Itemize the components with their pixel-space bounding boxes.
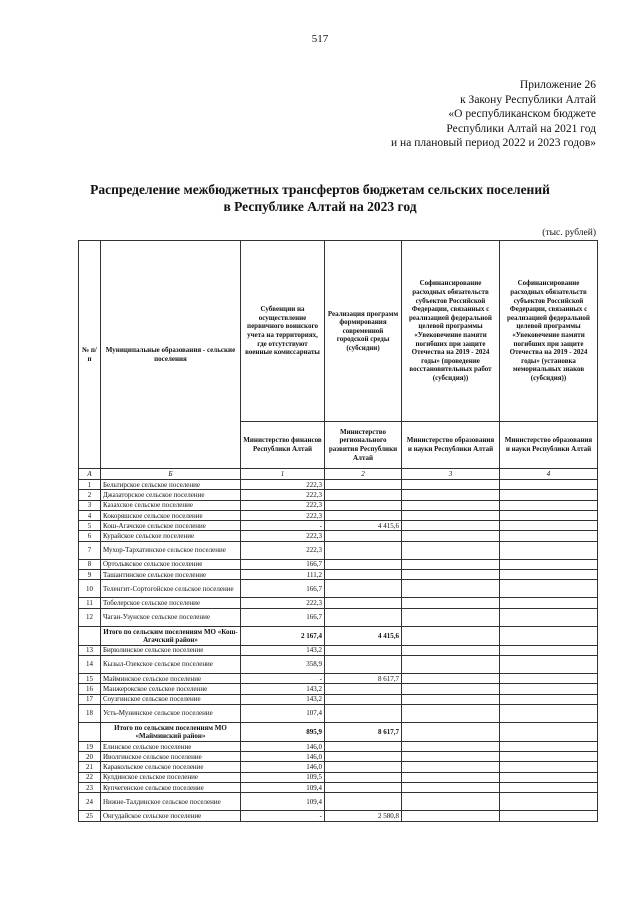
row-number: 4 <box>79 510 101 520</box>
value-col3 <box>402 722 500 741</box>
value-col2 <box>325 655 402 673</box>
row-number: 9 <box>79 570 101 580</box>
settlement-name: Майминское сельское поселение <box>101 673 241 683</box>
table-row <box>79 570 598 580</box>
settlement-name: Манжерокское сельское поселение <box>101 684 241 694</box>
appendix-line: «О республиканском бюджете <box>448 108 596 120</box>
table-row <box>79 793 598 811</box>
value-col1: 146,0 <box>241 741 325 751</box>
settlement-name: Кызыл-Озекское сельское поселение <box>101 655 241 673</box>
value-col4 <box>500 541 598 559</box>
value-col2 <box>325 793 402 811</box>
table-row <box>79 673 598 683</box>
value-col4 <box>500 741 598 751</box>
settlement-name: Тобелерское сельское поселение <box>101 598 241 608</box>
value-col3 <box>402 580 500 598</box>
value-col1: 222,3 <box>241 541 325 559</box>
value-col3 <box>402 684 500 694</box>
value-col2 <box>325 741 402 751</box>
value-col4 <box>500 598 598 608</box>
settlement-name: Каракольское сельское поселение <box>101 762 241 772</box>
table-row <box>79 655 598 673</box>
value-col3 <box>402 655 500 673</box>
value-col4 <box>500 694 598 704</box>
table-row <box>79 772 598 782</box>
document-title <box>40 181 600 215</box>
value-col3 <box>402 694 500 704</box>
value-col1: 109,5 <box>241 772 325 782</box>
header-col1: Субвенции на осуществление первичного воинского учета на территориях, где отсутствуют военные комиссариаты <box>241 241 325 422</box>
value-col4 <box>500 500 598 510</box>
value-col1: 166,7 <box>241 608 325 626</box>
row-number: 3 <box>79 500 101 510</box>
value-col4 <box>500 626 598 645</box>
index-cell: 2 <box>325 469 402 480</box>
value-col4 <box>500 811 598 821</box>
value-col3 <box>402 793 500 811</box>
index-cell: Б <box>101 469 241 480</box>
value-col2: 4 415,6 <box>325 521 402 531</box>
header-col4: Софинансирование расходных обязательств субъектов Российской Федерации, связанных с реализацией федеральной целевой программы «Увековечение памяти погибших при защите Отечества на 2019 - 2024 годы» (установка мемориальных знаков (субсидия)) <box>500 241 598 422</box>
value-col1: 222,3 <box>241 490 325 500</box>
table-row <box>79 684 598 694</box>
value-col3 <box>402 531 500 541</box>
table-row <box>79 480 598 490</box>
row-number: 5 <box>79 521 101 531</box>
value-col3 <box>402 772 500 782</box>
value-col2 <box>325 598 402 608</box>
table-row <box>79 531 598 541</box>
value-col4 <box>500 608 598 626</box>
row-number: 19 <box>79 741 101 751</box>
value-col1: 166,7 <box>241 559 325 569</box>
table-row <box>79 811 598 821</box>
value-col1: 143,2 <box>241 694 325 704</box>
value-col3 <box>402 559 500 569</box>
value-col2 <box>325 762 402 772</box>
table-row <box>79 752 598 762</box>
value-col3 <box>402 608 500 626</box>
row-number <box>79 722 101 741</box>
settlement-name: Кош-Агачское сельское поселение <box>101 521 241 531</box>
value-col2 <box>325 510 402 520</box>
row-number: 20 <box>79 752 101 762</box>
value-col2: 8 617,7 <box>325 673 402 683</box>
value-col2: 4 415,6 <box>325 626 402 645</box>
table-body <box>79 480 598 822</box>
settlement-name: Соузгинское сельское поселение <box>101 694 241 704</box>
value-col4 <box>500 783 598 793</box>
value-col2 <box>325 684 402 694</box>
value-col2 <box>325 645 402 655</box>
value-col2 <box>325 752 402 762</box>
value-col2: 2 580,8 <box>325 811 402 821</box>
value-col1: 222,3 <box>241 598 325 608</box>
settlement-name: Мухор-Тархатинское сельское поселение <box>101 541 241 559</box>
appendix-block <box>391 78 596 151</box>
index-cell: 4 <box>500 469 598 480</box>
row-number: 25 <box>79 811 101 821</box>
title-line: Распределение межбюджетных трансфертов бюджетам сельских поселений <box>90 182 550 197</box>
value-col3 <box>402 783 500 793</box>
settlement-name: Теленгит-Сортогойское сельское поселение <box>101 580 241 598</box>
row-number: 13 <box>79 645 101 655</box>
value-col2 <box>325 704 402 722</box>
value-col1: - <box>241 811 325 821</box>
row-number: 6 <box>79 531 101 541</box>
table-row <box>79 645 598 655</box>
value-col3 <box>402 741 500 751</box>
value-col2 <box>325 608 402 626</box>
settlement-name: Чаган-Узунское сельское поселение <box>101 608 241 626</box>
value-col1: - <box>241 673 325 683</box>
settlement-name: Кулдинское сельское поселение <box>101 772 241 782</box>
value-col2 <box>325 772 402 782</box>
value-col1: 166,7 <box>241 580 325 598</box>
value-col4 <box>500 480 598 490</box>
value-col1: 109,4 <box>241 793 325 811</box>
table-row <box>79 783 598 793</box>
table-row <box>79 762 598 772</box>
table-row <box>79 580 598 598</box>
value-col1: 222,3 <box>241 531 325 541</box>
row-number: 15 <box>79 673 101 683</box>
row-number: 8 <box>79 559 101 569</box>
value-col4 <box>500 772 598 782</box>
appendix-line: к Закону Республики Алтай <box>460 93 596 106</box>
row-number: 24 <box>79 793 101 811</box>
value-col2 <box>325 480 402 490</box>
value-col3 <box>402 490 500 500</box>
settlement-name: Нижне-Талдинское сельское поселение <box>101 793 241 811</box>
row-number: 16 <box>79 684 101 694</box>
total-row <box>79 722 598 741</box>
value-col1: 111,2 <box>241 570 325 580</box>
table-row <box>79 741 598 751</box>
row-number: 11 <box>79 598 101 608</box>
row-number: 21 <box>79 762 101 772</box>
value-col2: 8 617,7 <box>325 722 402 741</box>
value-col4 <box>500 655 598 673</box>
settlement-name: Ташантинское сельское поселение <box>101 570 241 580</box>
header-num: № п/п <box>79 241 101 469</box>
row-number <box>79 626 101 645</box>
value-col1: 146,0 <box>241 762 325 772</box>
appendix-line: и на плановый период 2022 и 2023 годов» <box>391 137 596 149</box>
value-col4 <box>500 762 598 772</box>
title-line: в Республике Алтай на 2023 год <box>223 199 417 214</box>
total-row <box>79 626 598 645</box>
table-row <box>79 510 598 520</box>
row-number: 22 <box>79 772 101 782</box>
row-number: 17 <box>79 694 101 704</box>
value-col1: 107,4 <box>241 704 325 722</box>
table-row <box>79 500 598 510</box>
value-col4 <box>500 793 598 811</box>
value-col4 <box>500 580 598 598</box>
table-row <box>79 694 598 704</box>
value-col3 <box>402 541 500 559</box>
value-col3 <box>402 598 500 608</box>
value-col3 <box>402 500 500 510</box>
value-col1: 109,4 <box>241 783 325 793</box>
value-col3 <box>402 626 500 645</box>
settlement-name: Онгудайское сельское поселение <box>101 811 241 821</box>
row-number: 18 <box>79 704 101 722</box>
value-col2 <box>325 783 402 793</box>
index-cell: А <box>79 469 101 480</box>
value-col1: - <box>241 521 325 531</box>
appendix-line: Приложение 26 <box>519 79 596 91</box>
appendix-line: Республики Алтай на 2021 год <box>446 122 596 135</box>
value-col4 <box>500 645 598 655</box>
settlement-name: Курайское сельское поселение <box>101 531 241 541</box>
value-col1: 146,0 <box>241 752 325 762</box>
value-col2 <box>325 490 402 500</box>
settlement-name: Усть-Мунинское сельское поселение <box>101 704 241 722</box>
index-cell: 1 <box>241 469 325 480</box>
table-row <box>79 704 598 722</box>
units-label: (тыс. рублей) <box>542 228 596 238</box>
value-col1: 222,3 <box>241 500 325 510</box>
value-col4 <box>500 704 598 722</box>
row-number: 1 <box>79 480 101 490</box>
settlement-name: Кокоряшское сельское поселение <box>101 510 241 520</box>
row-number: 2 <box>79 490 101 500</box>
header-ministry-3: Министерство образования и науки Республики Алтай <box>402 422 500 469</box>
value-col4 <box>500 684 598 694</box>
settlement-name: Бирюлинское сельское поселение <box>101 645 241 655</box>
row-number: 10 <box>79 580 101 598</box>
value-col3 <box>402 762 500 772</box>
row-number: 23 <box>79 783 101 793</box>
header-ministry-2: Министерство регионального развития Республики Алтай <box>325 422 402 469</box>
header-ministry-4: Министерство образования и науки Республики Алтай <box>500 422 598 469</box>
table-row <box>79 541 598 559</box>
value-col3 <box>402 480 500 490</box>
value-col1: 143,2 <box>241 684 325 694</box>
value-col4 <box>500 559 598 569</box>
value-col3 <box>402 811 500 821</box>
header-name: Муниципальные образования - сельские поселения <box>101 241 241 469</box>
page-number: 517 <box>311 33 329 45</box>
settlement-name: Бельтирское сельское поселение <box>101 480 241 490</box>
header-col3: Софинансирование расходных обязательств субъектов Российской Федерации, связанных с реализацией федеральной целевой программы «Увековечение памяти погибших при защите Отечества на 2019 - 2024 годы» (проведение восстановительных работ (субсидия)) <box>402 241 500 422</box>
value-col2 <box>325 500 402 510</box>
value-col1: 143,2 <box>241 645 325 655</box>
value-col1: 2 167,4 <box>241 626 325 645</box>
table-row <box>79 490 598 500</box>
settlement-name: Итого по сельским поселениям МО «Кош-Агачский район» <box>101 626 241 645</box>
settlement-name: Казахское сельское поселение <box>101 500 241 510</box>
settlement-name: Иволгинское сельское поселение <box>101 752 241 762</box>
value-col3 <box>402 673 500 683</box>
value-col1: 222,3 <box>241 510 325 520</box>
settlement-name: Итого по сельским поселениям МО «Майминский район» <box>101 722 241 741</box>
value-col2 <box>325 531 402 541</box>
value-col1: 895,9 <box>241 722 325 741</box>
table-row <box>79 598 598 608</box>
row-number: 12 <box>79 608 101 626</box>
value-col4 <box>500 752 598 762</box>
transfers-table <box>78 240 598 822</box>
settlement-name: Ортолыкское сельское поселение <box>101 559 241 569</box>
header-ministry-1: Министерство финансов Республики Алтай <box>241 422 325 469</box>
value-col2 <box>325 559 402 569</box>
value-col3 <box>402 570 500 580</box>
settlement-name: Джазаторское сельское поселение <box>101 490 241 500</box>
value-col4 <box>500 570 598 580</box>
value-col2 <box>325 694 402 704</box>
value-col3 <box>402 510 500 520</box>
value-col2 <box>325 580 402 598</box>
table-row <box>79 608 598 626</box>
value-col1: 222,3 <box>241 480 325 490</box>
value-col4 <box>500 490 598 500</box>
settlement-name: Елинское сельское поселение <box>101 741 241 751</box>
value-col1: 358,9 <box>241 655 325 673</box>
value-col4 <box>500 521 598 531</box>
table-row <box>79 559 598 569</box>
value-col4 <box>500 722 598 741</box>
value-col4 <box>500 510 598 520</box>
row-number: 7 <box>79 541 101 559</box>
value-col3 <box>402 521 500 531</box>
value-col2 <box>325 570 402 580</box>
table-row <box>79 521 598 531</box>
value-col4 <box>500 673 598 683</box>
row-number: 14 <box>79 655 101 673</box>
value-col3 <box>402 645 500 655</box>
index-cell: 3 <box>402 469 500 480</box>
value-col3 <box>402 752 500 762</box>
header-col2: Реализация программ формирования современной городской среды (субсидии) <box>325 241 402 422</box>
value-col4 <box>500 531 598 541</box>
index-row <box>79 469 598 480</box>
settlement-name: Купчегенское сельское поселение <box>101 783 241 793</box>
value-col2 <box>325 541 402 559</box>
value-col3 <box>402 704 500 722</box>
